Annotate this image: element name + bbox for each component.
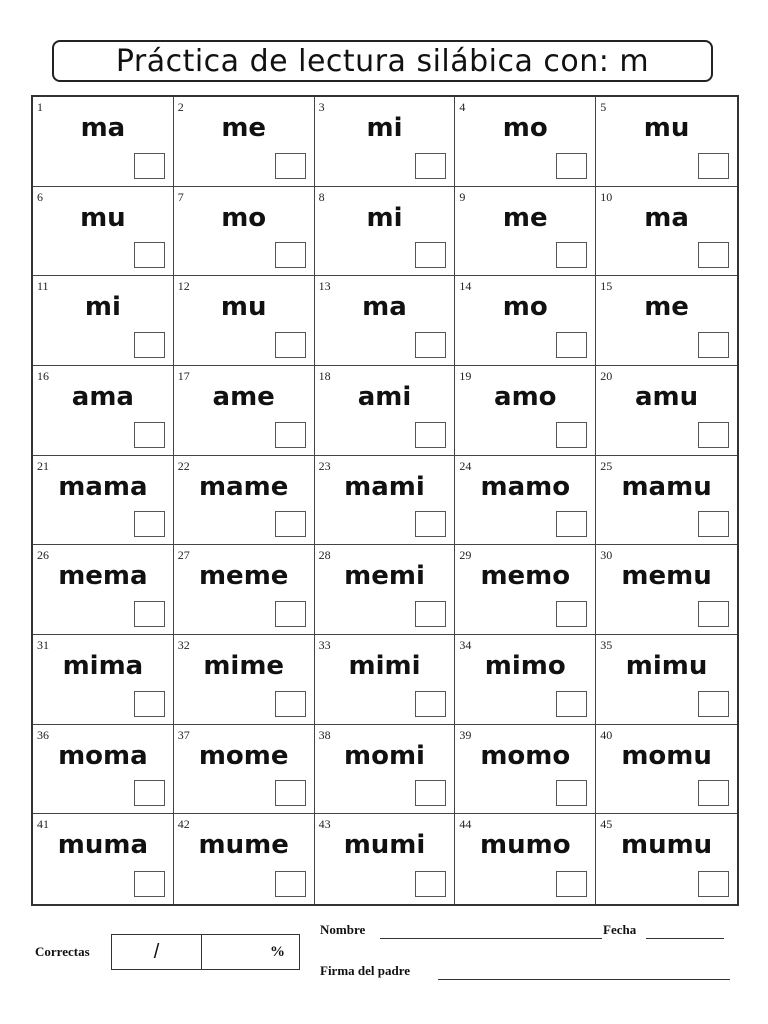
syllable-word: me: [502, 202, 548, 233]
cell-number: 37: [177, 727, 190, 742]
syllable-cell: [596, 545, 737, 635]
syllable-cell: [596, 97, 737, 187]
check-box[interactable]: [698, 691, 729, 717]
syllable-word: mo: [502, 113, 548, 143]
syllable-cell: [174, 187, 315, 277]
cell-number: 12: [177, 279, 190, 294]
cell-number: 25: [600, 458, 613, 473]
syllable-cell: [596, 187, 737, 277]
check-box[interactable]: [275, 780, 306, 806]
syllable-word: mumo: [480, 830, 571, 861]
cell-number: 31: [37, 637, 49, 652]
check-box[interactable]: [556, 332, 587, 358]
check-box[interactable]: [275, 871, 306, 897]
check-box[interactable]: [415, 242, 446, 268]
syllable-cell: [315, 187, 456, 277]
syllable-cell: [174, 456, 315, 546]
syllable-word: mi: [366, 202, 403, 233]
syllable-cell: [455, 456, 596, 546]
syllable-cell: [174, 545, 315, 635]
check-box[interactable]: [415, 691, 446, 717]
cell-number: 4: [459, 100, 466, 114]
check-box[interactable]: [415, 332, 446, 358]
syllable-cell: [455, 635, 596, 725]
check-box[interactable]: [556, 153, 587, 179]
syllable-word: memo: [480, 561, 571, 592]
check-box[interactable]: [698, 871, 729, 897]
syllable-word: mi: [366, 113, 403, 143]
check-box[interactable]: [134, 242, 165, 268]
syllable-word: mu: [80, 202, 126, 233]
cell-number: 16: [37, 368, 49, 383]
cell-number: 34: [459, 637, 472, 652]
date-label: Fecha: [603, 922, 637, 937]
check-box[interactable]: [415, 511, 446, 537]
score-percent-field[interactable]: [202, 935, 299, 969]
cell-number: 19: [459, 368, 472, 383]
check-box[interactable]: [556, 422, 587, 448]
parent-signature-label: Firma del padre: [320, 963, 411, 978]
syllable-word: momu: [621, 740, 712, 771]
syllable-cell: [315, 456, 456, 546]
syllable-word: mima: [62, 650, 144, 681]
cell-number: 36: [37, 727, 49, 742]
syllable-word: amu: [635, 381, 699, 412]
syllable-word: mime: [203, 650, 285, 681]
parent-signature-field[interactable]: [438, 979, 730, 980]
syllable-word: momi: [344, 740, 425, 771]
cell-number: 32: [177, 637, 190, 652]
check-box[interactable]: [134, 601, 165, 627]
check-box[interactable]: [556, 691, 587, 717]
cell-number: 10: [600, 189, 613, 204]
cell-number: 14: [459, 279, 472, 294]
cell-number: 43: [318, 817, 331, 832]
syllable-word: mimu: [625, 650, 708, 681]
check-box[interactable]: [556, 601, 587, 627]
check-box[interactable]: [134, 332, 165, 358]
syllable-cell: [455, 97, 596, 187]
check-box[interactable]: [698, 332, 729, 358]
check-box[interactable]: [134, 511, 165, 537]
syllable-word: mema: [58, 561, 148, 592]
cell-number: 35: [600, 637, 613, 652]
syllable-word: ma: [644, 202, 689, 233]
cell-number: 15: [600, 279, 613, 294]
syllable-cell: [33, 187, 174, 277]
syllable-cell: [174, 814, 315, 904]
syllable-cell: [455, 814, 596, 904]
syllable-word: mumi: [343, 830, 426, 861]
syllable-word: mami: [344, 471, 425, 502]
check-box[interactable]: [275, 422, 306, 448]
cell-number: 20: [600, 368, 613, 383]
check-box[interactable]: [275, 691, 306, 717]
check-box[interactable]: [698, 601, 729, 627]
syllable-word: mama: [58, 471, 148, 502]
cell-number: 6: [37, 189, 43, 204]
score-box[interactable]: [111, 934, 300, 970]
syllable-cell: [33, 366, 174, 456]
score-slash: /: [153, 940, 160, 963]
syllable-cell: [174, 97, 315, 187]
cell-number: 30: [600, 548, 613, 563]
check-box[interactable]: [134, 422, 165, 448]
syllable-word: mi: [84, 292, 121, 323]
syllable-word: ami: [357, 381, 412, 412]
cell-number: 17: [177, 368, 190, 383]
syllable-word: mumu: [620, 830, 713, 861]
cell-number: 42: [177, 817, 190, 832]
cell-number: 5: [600, 100, 607, 114]
syllable-cell: [315, 635, 456, 725]
syllable-word: ma: [362, 292, 407, 323]
syllable-cell: [596, 635, 737, 725]
syllable-cell: [455, 276, 596, 366]
check-box[interactable]: [415, 153, 446, 179]
syllable-cell: [174, 366, 315, 456]
check-box[interactable]: [275, 153, 306, 179]
syllable-cell: [455, 187, 596, 277]
syllable-word: mu: [643, 113, 690, 143]
check-box[interactable]: [698, 242, 729, 268]
cell-number: 38: [318, 727, 331, 742]
cell-number: 13: [318, 279, 331, 294]
syllable-cell: [315, 366, 456, 456]
syllable-cell: [596, 366, 737, 456]
syllable-word: me: [644, 292, 689, 323]
worksheet-title: Práctica de lectura silábica con: m: [115, 43, 650, 79]
check-box[interactable]: [134, 691, 165, 717]
cell-number: 26: [37, 548, 49, 563]
check-box[interactable]: [275, 242, 306, 268]
syllable-cell: [315, 814, 456, 904]
syllable-cell: [455, 366, 596, 456]
syllable-cell: [596, 456, 737, 546]
name-field[interactable]: [380, 938, 602, 939]
cell-number: 2: [177, 100, 184, 114]
correct-label: Correctas: [35, 944, 90, 959]
footer: [0, 910, 768, 1010]
syllable-cell: [33, 814, 174, 904]
syllable-word: moma: [58, 740, 148, 771]
worksheet-title-box: [52, 40, 713, 82]
syllable-word: me: [221, 113, 267, 143]
syllable-cell: [315, 725, 456, 815]
name-label: Nombre: [320, 922, 366, 937]
syllable-cell: [33, 97, 174, 187]
syllable-word: memu: [621, 561, 712, 592]
syllable-cell: [33, 635, 174, 725]
cell-number: 44: [459, 817, 472, 832]
syllable-word: mome: [198, 740, 289, 771]
syllable-word: mimi: [348, 650, 421, 681]
syllable-word: mamu: [621, 471, 712, 502]
check-box[interactable]: [556, 871, 587, 897]
syllable-cell: [174, 635, 315, 725]
syllable-word: amo: [494, 381, 557, 412]
syllable-word: ma: [80, 113, 126, 143]
syllable-grid: [31, 95, 739, 906]
syllable-word: ama: [71, 381, 134, 412]
date-field[interactable]: [646, 938, 724, 939]
cell-number: 1: [37, 100, 43, 114]
syllable-word: mo: [221, 202, 267, 233]
syllable-word: mame: [199, 471, 289, 502]
check-box[interactable]: [698, 780, 729, 806]
syllable-cell: [596, 725, 737, 815]
percent-sign: %: [270, 943, 285, 960]
syllable-cell: [315, 97, 456, 187]
syllable-cell: [596, 276, 737, 366]
check-box[interactable]: [275, 332, 306, 358]
syllable-word: mo: [502, 292, 548, 323]
check-box[interactable]: [415, 601, 446, 627]
check-box[interactable]: [275, 601, 306, 627]
cell-number: 41: [37, 817, 49, 832]
syllable-cell: [455, 725, 596, 815]
cell-number: 39: [459, 727, 472, 742]
cell-number: 33: [318, 637, 331, 652]
cell-number: 7: [177, 189, 184, 204]
cell-number: 3: [318, 100, 325, 114]
cell-number: 29: [459, 548, 472, 563]
check-box[interactable]: [556, 511, 587, 537]
syllable-cell: [315, 545, 456, 635]
check-box[interactable]: [698, 511, 729, 537]
syllable-word: memi: [344, 561, 425, 592]
syllable-word: ame: [212, 381, 275, 412]
cell-number: 24: [459, 458, 472, 473]
check-box[interactable]: [134, 780, 165, 806]
check-box[interactable]: [415, 871, 446, 897]
check-box[interactable]: [556, 780, 587, 806]
check-box[interactable]: [275, 511, 306, 537]
syllable-word: mume: [198, 830, 289, 861]
syllable-cell: [33, 456, 174, 546]
syllable-cell: [315, 276, 456, 366]
cell-number: 40: [600, 727, 613, 742]
check-box[interactable]: [415, 422, 446, 448]
cell-number: 11: [37, 279, 49, 294]
syllable-word: meme: [198, 561, 289, 592]
score-count-field[interactable]: [112, 935, 202, 969]
check-box[interactable]: [698, 422, 729, 448]
syllable-word: muma: [57, 830, 149, 861]
cell-number: 45: [600, 817, 613, 832]
cell-number: 28: [318, 548, 331, 563]
cell-number: 22: [177, 458, 190, 473]
cell-number: 18: [318, 368, 331, 383]
syllable-cell: [33, 545, 174, 635]
cell-number: 9: [459, 189, 466, 204]
syllable-cell: [174, 725, 315, 815]
syllable-cell: [33, 276, 174, 366]
syllable-word: mu: [220, 292, 267, 323]
cell-number: 23: [318, 458, 331, 473]
syllable-word: mamo: [480, 471, 571, 502]
check-box[interactable]: [556, 242, 587, 268]
cell-number: 8: [318, 189, 325, 204]
check-box[interactable]: [134, 871, 165, 897]
cell-number: 27: [177, 548, 190, 563]
syllable-word: mimo: [484, 650, 566, 681]
cell-number: 21: [37, 458, 49, 473]
syllable-word: momo: [480, 740, 571, 771]
syllable-cell: [33, 725, 174, 815]
syllable-cell: [174, 276, 315, 366]
check-box[interactable]: [698, 153, 729, 179]
syllable-cell: [596, 814, 737, 904]
syllable-cell: [455, 545, 596, 635]
check-box[interactable]: [415, 780, 446, 806]
check-box[interactable]: [134, 153, 165, 179]
